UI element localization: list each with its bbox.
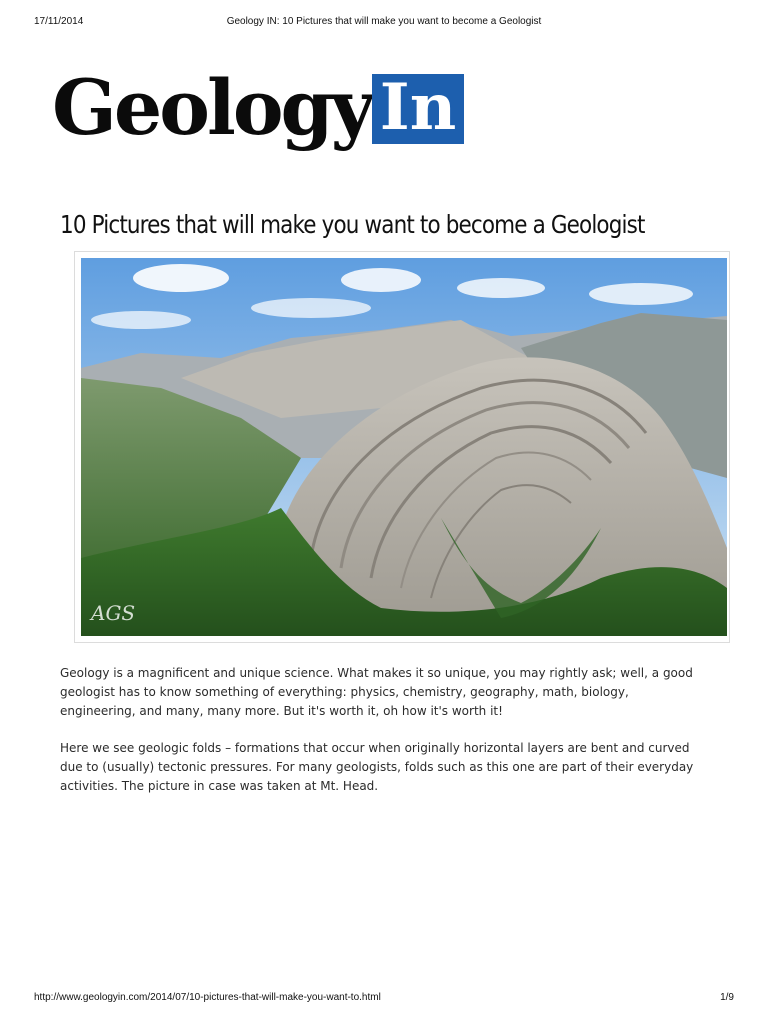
logo-in-text: In (379, 74, 457, 144)
print-url[interactable]: http://www.geologyin.com/2014/07/10-pictures-that-will-make-you-want-to.html (34, 992, 381, 1003)
logo-in-badge (372, 74, 464, 144)
site-logo[interactable] (52, 58, 472, 158)
print-date: 17/11/2014 (34, 16, 84, 27)
print-footer (34, 992, 734, 1006)
article-title: 10 Pictures that will make you want to become a Geologist (60, 210, 645, 239)
print-page-number: 1/9 (720, 992, 734, 1003)
article-body (60, 664, 708, 814)
image-watermark: AGS (91, 601, 136, 625)
logo-wordmark: Geology (52, 63, 372, 152)
print-header (34, 16, 734, 30)
article-image-frame (74, 251, 730, 643)
article-paragraph-1: Geology is a magnificent and unique science. What makes it so unique, you may rightly ask; well, a good geologist has to know something of everything: physics, chemistry, geography, math, biology, engineering, and many, many more. But it's worth it, oh how it's worth it! (60, 666, 693, 718)
article-paragraph-2: Here we see geologic folds – formations that occur when originally horizontal layers are bent and curved due to (usually) tectonic pressures. For many geologists, folds such as this one are part of their everyday activities. The picture in case was taken at Mt. Head. (60, 741, 694, 793)
mountain-fold-photo (81, 258, 727, 636)
print-page-title: Geology IN: 10 Pictures that will make you want to become a Geologist (226, 16, 542, 27)
